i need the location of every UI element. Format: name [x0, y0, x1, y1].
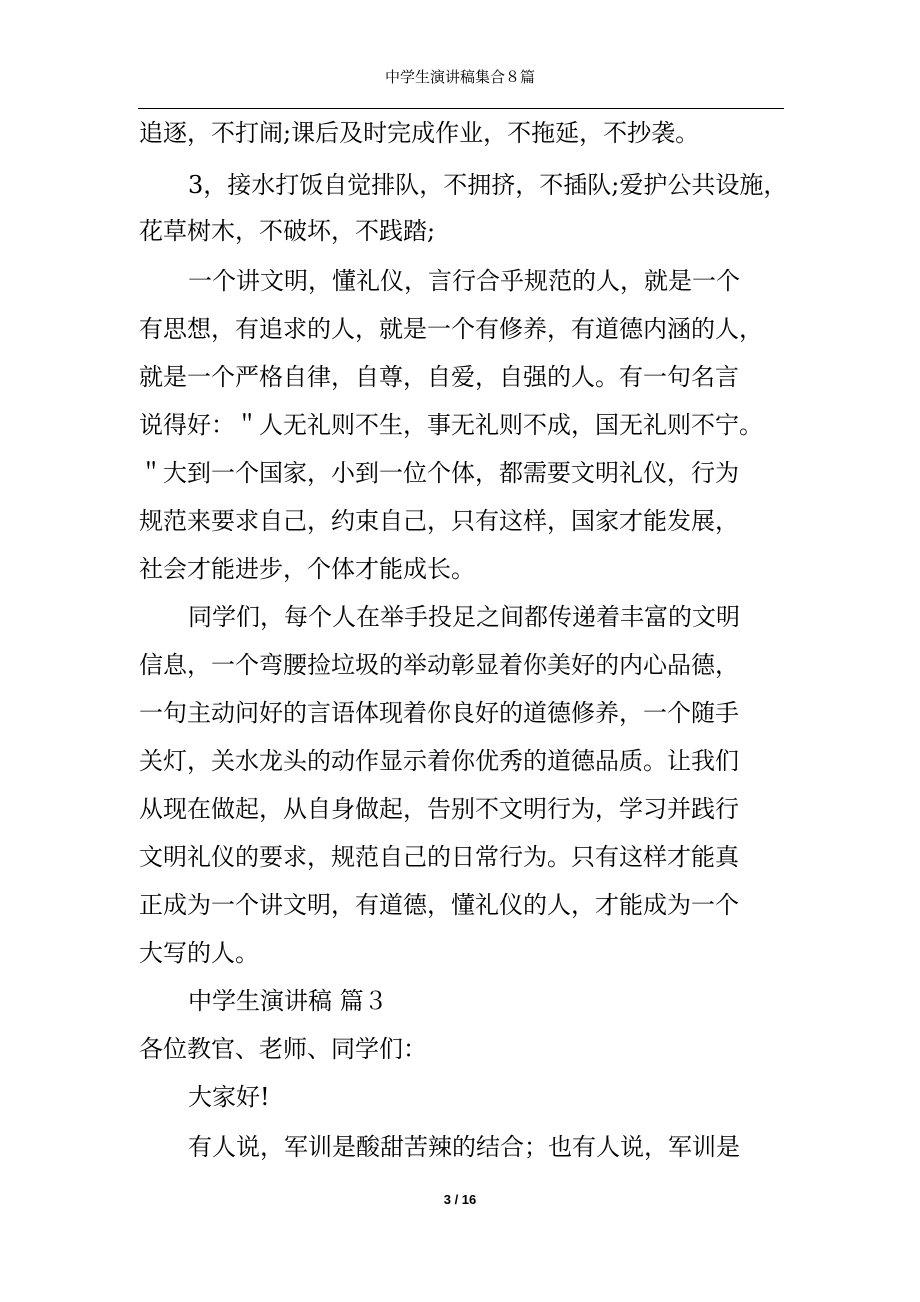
text-line: 信息，一个弯腰捡垃圾的举动彰显着你美好的内心品德， — [139, 651, 739, 679]
page-number: 3 / 16 — [443, 1192, 477, 1207]
text-line: 有思想，有追求的人，就是一个有修养，有道德内涵的人， — [139, 315, 763, 343]
text-line: 一个讲文明，懂礼仪，言行合乎规范的人，就是一个 — [188, 267, 740, 295]
text-line: 规范来要求自己，约束自己，只有这样，国家才能发展， — [139, 507, 739, 535]
text-line: 一句主动问好的言语体现着你良好的道德修养，一个随手 — [139, 699, 739, 727]
text-line: 同学们，每个人在举手投足之间都传递着丰富的文明 — [188, 603, 740, 631]
text-line: 花草树木，不破坏，不践踏; — [139, 217, 436, 245]
text-line: 追逐，不打闹;课后及时完成作业，不拖延，不抄袭。 — [139, 119, 700, 147]
text-line: ＂大到一个国家，小到一位个体，都需要文明礼仪，行为 — [139, 459, 739, 487]
salutation: 各位教官、老师、同学们： — [139, 1035, 427, 1063]
text-line: 说得好：＂人无礼则不生，事无礼则不成，国无礼则不宁。 — [139, 411, 763, 439]
section-heading: 中学生演讲稿 篇３ — [188, 987, 388, 1015]
text-line: 有人说，军训是酸甜苦辣的结合；也有人说，军训是 — [188, 1133, 740, 1161]
text-line: 大写的人。 — [139, 939, 259, 967]
page-header-title: 中学生演讲稿集合８篇 — [384, 68, 535, 86]
text-line: 3，接水打饭自觉排队，不拥挤，不插队;爱护公共设施， — [188, 171, 788, 199]
text-line: 就是一个严格自律，自尊，自爱，自强的人。有一句名言 — [139, 363, 739, 391]
text-line: 文明礼仪的要求，规范自己的日常行为。只有这样才能真 — [139, 843, 739, 871]
text-line: 关灯，关水龙头的动作显示着你优秀的道德品质。让我们 — [139, 747, 739, 775]
text-line: 从现在做起，从自身做起，告别不文明行为，学习并践行 — [139, 795, 739, 823]
greeting: 大家好! — [188, 1083, 270, 1111]
text-line: 正成为一个讲文明，有道德，懂礼仪的人，才能成为一个 — [139, 891, 739, 919]
header-divider — [138, 108, 784, 109]
text-line: 社会才能进步，个体才能成长。 — [139, 555, 475, 583]
